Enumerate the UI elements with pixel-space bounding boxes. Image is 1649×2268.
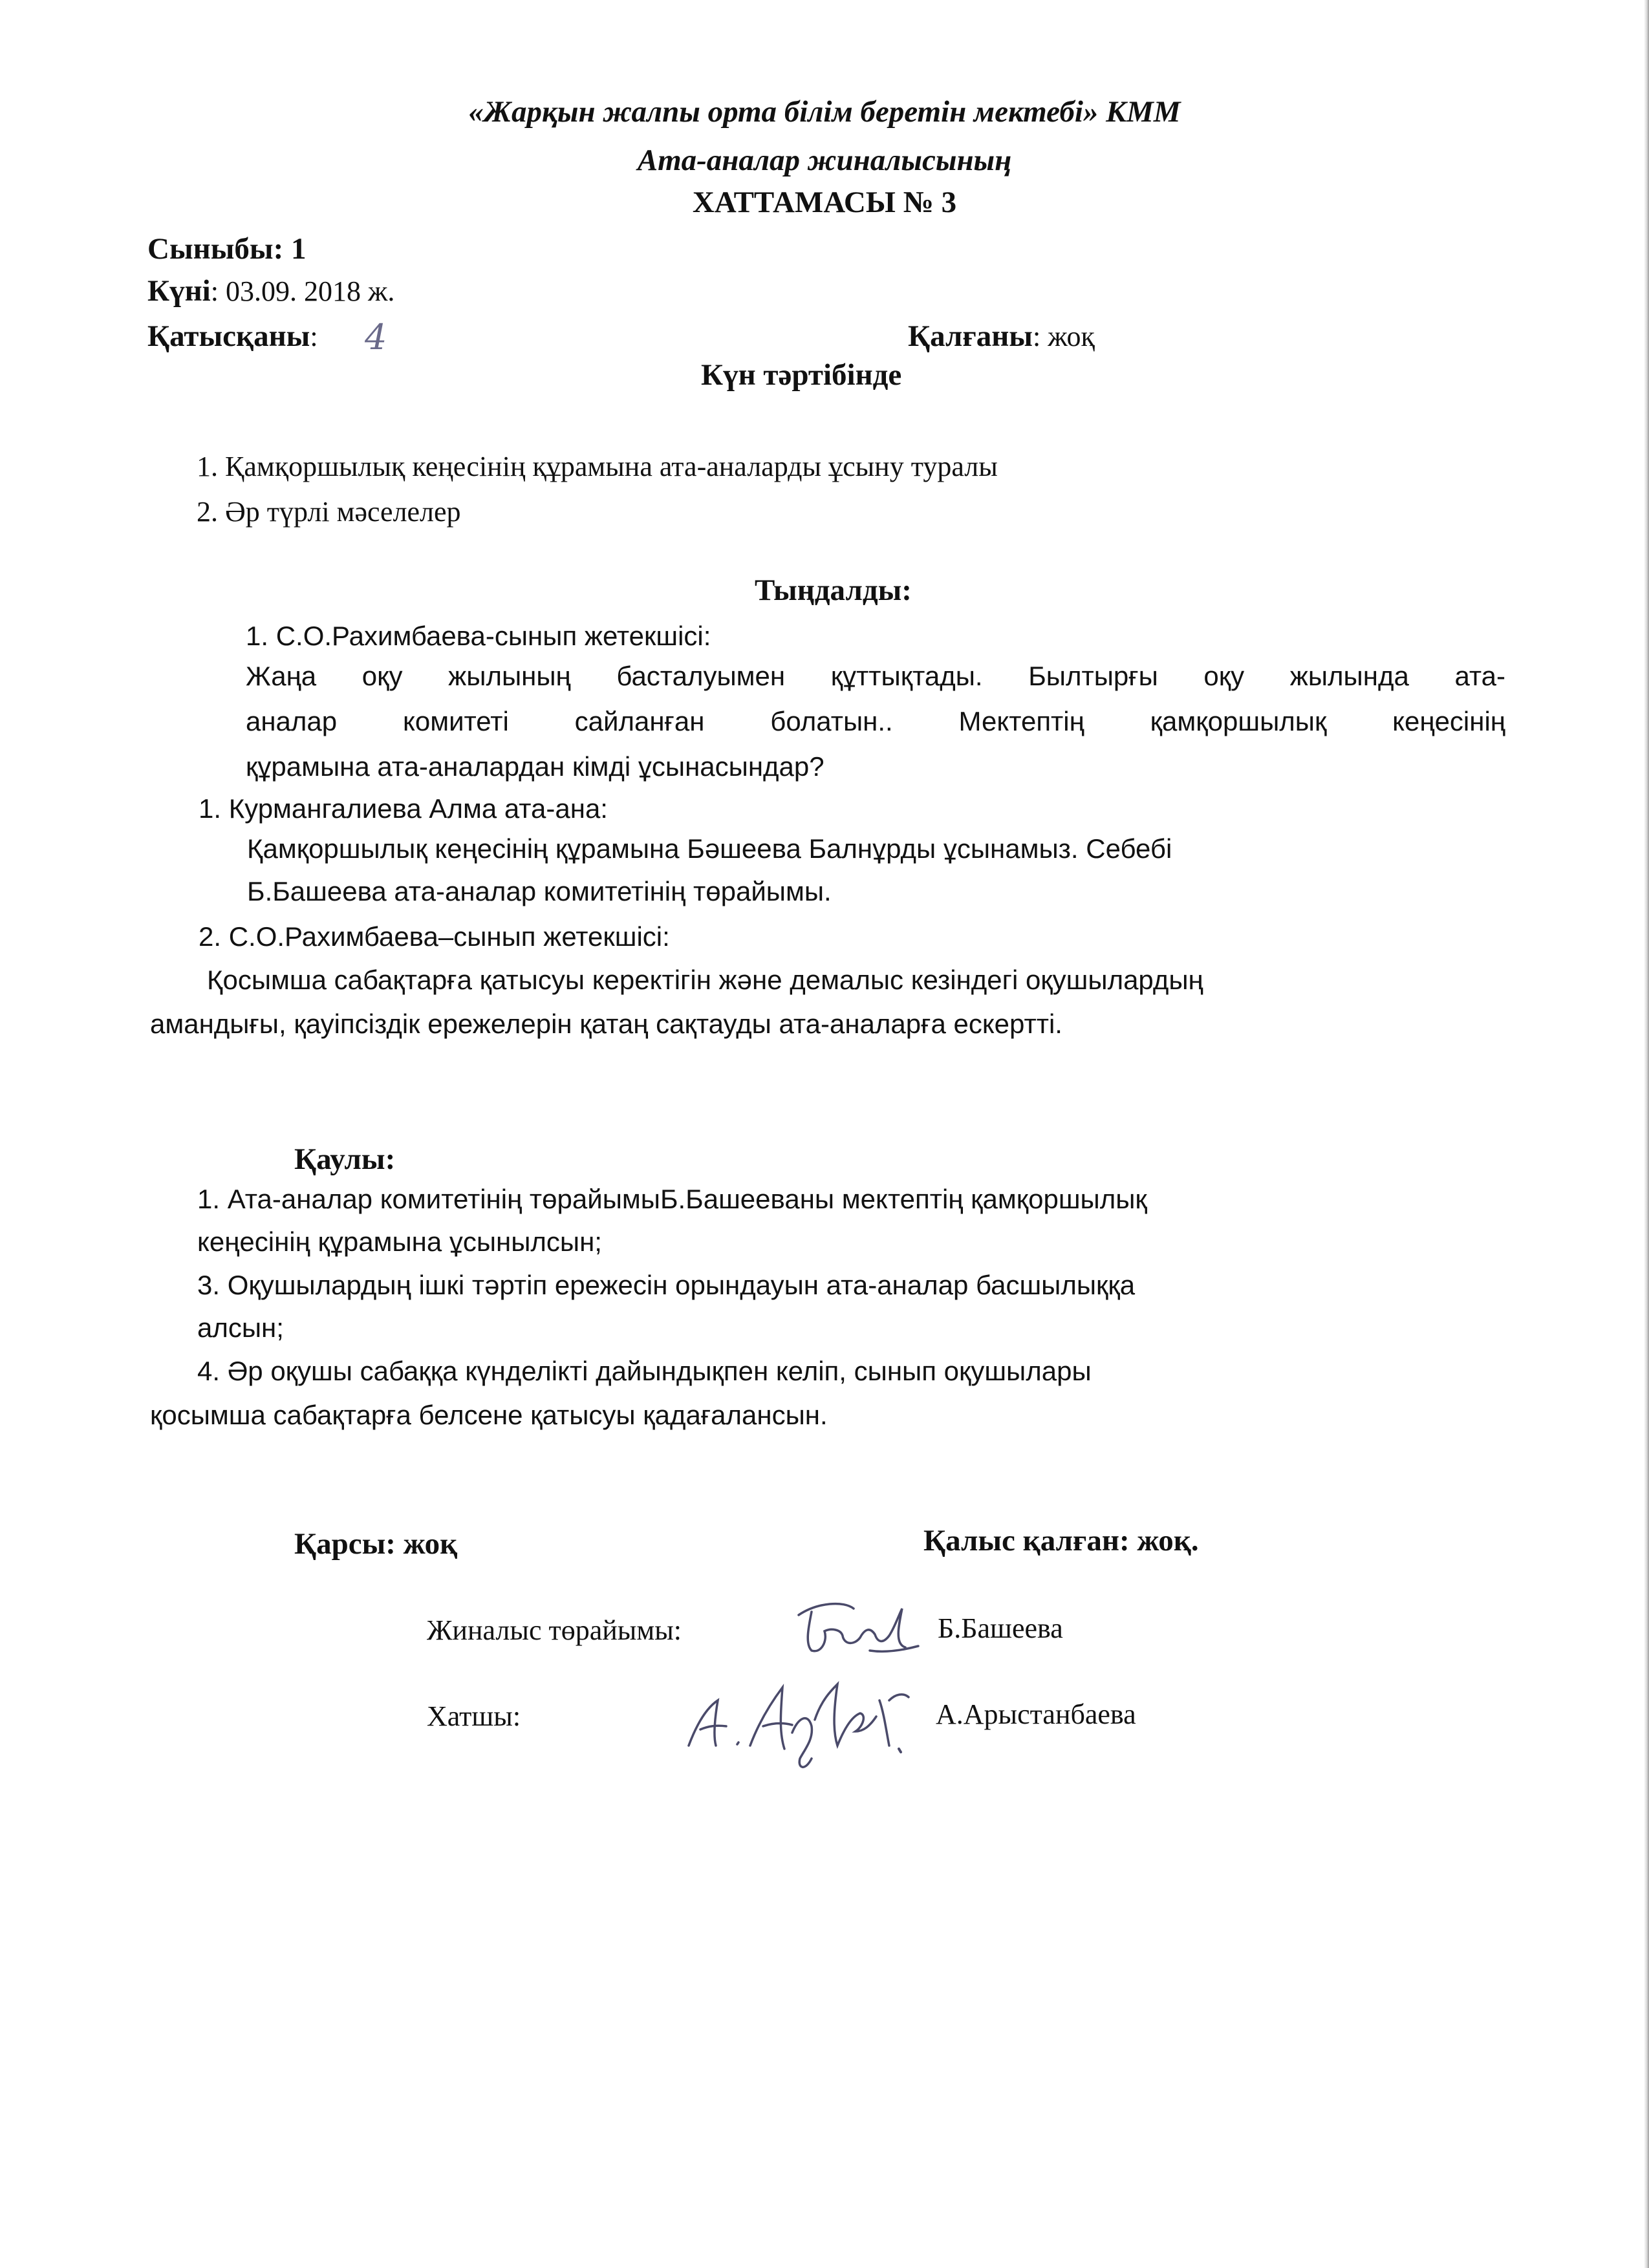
vote-abstained: Қалыс қалған: жоқ. (923, 1524, 1199, 1557)
speaker-1: 1. С.О.Рахимбаева-сынып жетекшісі: (246, 621, 711, 651)
chair-name: Б.Башеева (938, 1612, 1063, 1644)
date-value: : 03.09. 2018 ж. (210, 275, 395, 307)
meeting-title: Ата-аналар жиналысының (637, 144, 1012, 177)
secretary-name: А.Арыстанбаева (936, 1698, 1136, 1730)
agenda-item-1: 1. Қамқоршылық кеңесінің құрамына ата-аналарды ұсыну туралы (197, 451, 998, 482)
decision-title: Қаулы: (294, 1142, 396, 1176)
class-label: Сыныбы: 1 (147, 232, 307, 266)
present-value: 4 (365, 318, 387, 357)
speaker-2-text-2: Б.Башеева ата-аналар комитетінің төрайымы. (247, 876, 832, 906)
decision-item-4-line-1: 4. Әр оқушы сабаққа күнделікті дайындықпен келіп, сынып оқушылары (197, 1356, 1092, 1386)
speaker-2: 1. Курмангалиева Алма ата-ана: (199, 793, 608, 824)
speaker-3-text-2: амандығы, қауіпсіздік ережелерін қатаң сақтауды ата-аналарға ескертті. (150, 1009, 1062, 1039)
secretary-signature-image (676, 1655, 921, 1778)
decision-item-3-line-1: 3. Оқушылардың ішкі тәртіп ережесін орындауын ата-аналар басшылыққа (197, 1270, 1136, 1300)
vote-against: Қарсы: жоқ (294, 1527, 458, 1561)
agenda-title: Күн тәртібінде (701, 358, 902, 392)
decision-item-1-line-1: 1. Ата-аналар комитетінің төрайымыБ.Башееваны мектептің қамқоршылық (197, 1184, 1147, 1214)
date-line (147, 276, 394, 306)
handwritten-four (362, 318, 401, 357)
speaker-1-text-1: Жаңа оқу жылының басталуымен құттықтады. Былтырғы оқу жылында ата- (246, 661, 1505, 691)
speaker-3-text-1: Қосымша сабақтарға қатысуы керектігін және демалыс кезіндегі оқушылардың (207, 965, 1203, 995)
present-label: Қатысқаны (147, 319, 310, 353)
secretary-label: Хатшы: (427, 1700, 521, 1732)
speaker-3: 2. С.О.Рахимбаева–сынып жетекшісі: (199, 921, 670, 952)
speaker-2-text-1: Қамқоршылық кеңесінің құрамына Бәшеева Балнұрды ұсынамыз. Себебі (247, 833, 1172, 864)
chair-label: Жиналыс төрайымы: (427, 1614, 682, 1646)
agenda-item-2: 2. Әр түрлі мәселелер (197, 496, 461, 528)
heard-title: Тыңдалды: (755, 573, 912, 607)
present-line (147, 321, 318, 352)
speaker-1-text-3: құрамына ата-аналардан кімді ұсынасындар? (246, 751, 824, 782)
absent-label: Қалғаны (908, 319, 1033, 353)
present-colon: : (310, 321, 318, 352)
date-label: Күні (147, 274, 211, 308)
scan-edge (1644, 0, 1649, 2268)
decision-item-3-line-2: алсын; (197, 1312, 284, 1343)
absent-line (908, 321, 1095, 352)
speaker-1-text-2: аналар комитеті сайланған болатын.. Мектептің қамқоршылық кеңесінің (246, 706, 1505, 736)
absent-value: : жоқ (1032, 321, 1095, 352)
decision-item-4-line-2: қосымша сабақтарға белсене қатысуы қадағалансын. (150, 1400, 828, 1430)
school-name: «Жарқын жалпы орта білім беретін мектебі» КММ (468, 95, 1181, 129)
decision-item-1-line-2: кеңесінің құрамына ұсынылсын; (197, 1226, 602, 1257)
protocol-number: ХАТТАМАСЫ № 3 (692, 186, 957, 219)
